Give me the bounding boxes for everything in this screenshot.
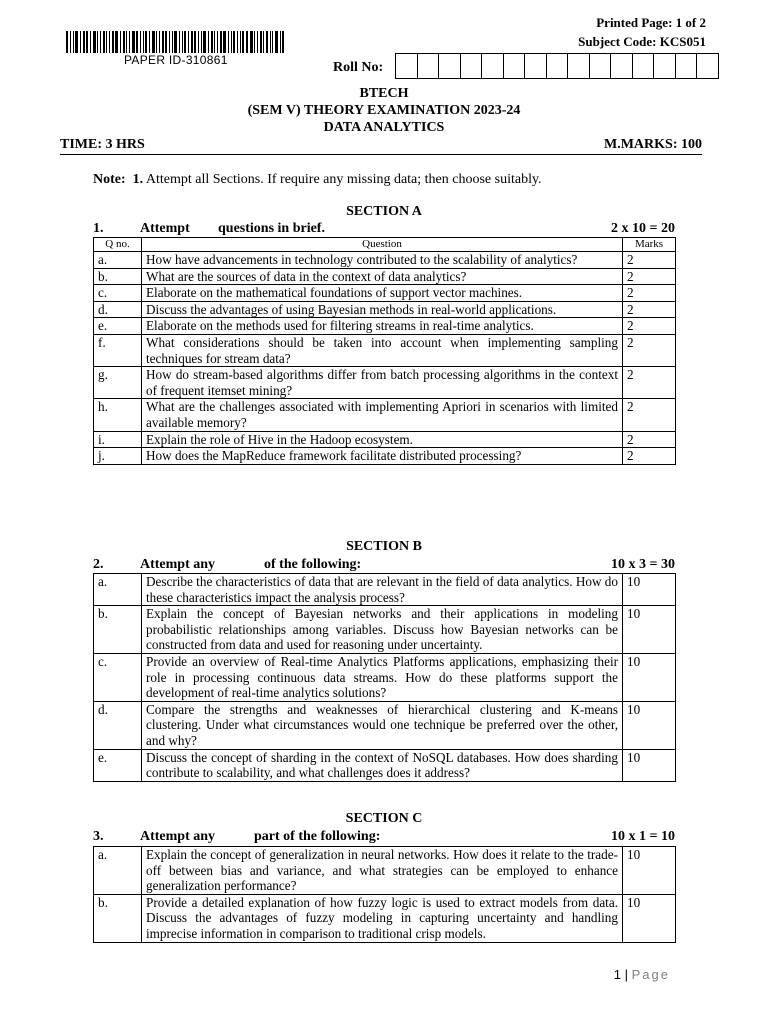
question-text: Discuss the advantages of using Bayesian methods in real-world applications. [142, 301, 623, 318]
question-text: Elaborate on the mathematical foundations of support vector machines. [142, 285, 623, 302]
question-number: j. [94, 448, 142, 465]
question-row [94, 749, 676, 781]
question-row [94, 367, 676, 399]
question-row [94, 847, 676, 895]
question-marks: 10 [623, 847, 676, 895]
section-b-table [93, 573, 676, 782]
question-row [94, 334, 676, 366]
question-text: What are the challenges associated with implementing Apriori in scenarios with limited available memory? [142, 399, 623, 431]
q-number: 1. [93, 221, 104, 236]
note [93, 172, 542, 188]
question-marks: 2 [623, 334, 676, 366]
footer-separator: | [624, 967, 628, 982]
time-marks-row [60, 137, 702, 155]
question-row [94, 252, 676, 269]
note-number: 1. [132, 172, 144, 187]
header-qno: Q no. [94, 238, 142, 252]
question-row [94, 701, 676, 749]
question-number: g. [94, 367, 142, 399]
roll-no-boxes [395, 53, 719, 79]
question-text: Explain the role of Hive in the Hadoop ecosystem. [142, 431, 623, 448]
question-marks: 2 [623, 448, 676, 465]
question-marks: 10 [623, 606, 676, 654]
question-marks: 10 [623, 894, 676, 942]
question-number: a. [94, 847, 142, 895]
question-text: Provide an overview of Real-time Analytics Platforms applications, emphasizing their role in processing continuous data streams. How do these platforms support the development of real-time analytics solutions? [142, 653, 623, 701]
question-marks: 2 [623, 399, 676, 431]
max-marks-label: M.MARKS: 100 [604, 137, 702, 152]
question-number: d. [94, 701, 142, 749]
roll-no-box [676, 54, 698, 78]
section-c-title: SECTION C [345, 811, 423, 826]
question-row [94, 431, 676, 448]
question-text: What are the sources of data in the context of data analytics? [142, 268, 623, 285]
section-b-title: SECTION B [346, 539, 422, 554]
section-c-table [93, 846, 676, 943]
roll-no-box [461, 54, 483, 78]
page-word: Page [631, 967, 670, 982]
note-text: Attempt all Sections. If require any missing data; then choose suitably. [145, 172, 542, 187]
question-number: c. [94, 653, 142, 701]
question-marks: 2 [623, 252, 676, 269]
roll-no-box [525, 54, 547, 78]
printed-page: Printed Page: 1 of 2 [596, 15, 706, 30]
roll-no-box [697, 54, 718, 78]
section-b-instruction: 2. Attempt any of the following: 10 x 3 = 30 [93, 557, 675, 572]
question-number: e. [94, 749, 142, 781]
question-text: How have advancements in technology contributed to the scalability of analytics? [142, 252, 623, 269]
marks-scheme: 10 x 3 = 30 [611, 557, 675, 572]
question-number: d. [94, 301, 142, 318]
exam-title: (SEM V) THEORY EXAMINATION 2023-24 [247, 103, 521, 118]
section-a-table [93, 237, 676, 465]
question-marks: 10 [623, 653, 676, 701]
question-number: b. [94, 894, 142, 942]
header-question: Question [142, 238, 623, 252]
question-text: Explain the concept of Bayesian networks and their applications in modeling probabilistic relationships among variables. Discuss how Bayesian networks can be constructed from data and used for reasoning under uncertainty. [142, 606, 623, 654]
question-text: Describe the characteristics of data that are relevant in the field of data analytics. How do these characteristics impact the analysis process? [142, 574, 623, 606]
question-row [94, 574, 676, 606]
paper-id: PAPER ID-310861 [124, 53, 228, 67]
page-number: 1 [613, 967, 621, 982]
roll-no-label: Roll No: [333, 60, 384, 75]
question-number: b. [94, 268, 142, 285]
question-text: Provide a detailed explanation of how fuzzy logic is used to extract models from data. Discuss the advantages of fuzzy modeling in capturing uncertainty and handling imprecise information in comparison to traditional crisp models. [142, 894, 623, 942]
question-marks: 2 [623, 367, 676, 399]
roll-no-box [504, 54, 526, 78]
question-row [94, 448, 676, 465]
subject-title: DATA ANALYTICS [323, 120, 445, 135]
roll-no-box [590, 54, 612, 78]
roll-no-box [547, 54, 569, 78]
question-number: a. [94, 252, 142, 269]
marks-scheme: 10 x 1 = 10 [611, 829, 675, 844]
question-text: How does the MapReduce framework facilitate distributed processing? [142, 448, 623, 465]
question-marks: 2 [623, 268, 676, 285]
section-a-title: SECTION A [346, 204, 422, 219]
question-marks: 10 [623, 701, 676, 749]
question-number: f. [94, 334, 142, 366]
question-marks: 2 [623, 318, 676, 335]
roll-no-box [568, 54, 590, 78]
question-row [94, 268, 676, 285]
page-footer [614, 967, 670, 982]
question-text: Discuss the concept of sharding in the context of NoSQL databases. How does sharding contribute to scalability, and what challenges does it address? [142, 749, 623, 781]
note-label: Note: [93, 172, 126, 187]
question-marks: 10 [623, 749, 676, 781]
question-number: h. [94, 399, 142, 431]
question-text: How do stream-based algorithms differ from batch processing algorithms in the context of frequent itemset mining? [142, 367, 623, 399]
roll-no-box [439, 54, 461, 78]
question-marks: 2 [623, 285, 676, 302]
roll-no-box [654, 54, 676, 78]
roll-no-box [633, 54, 655, 78]
question-number: c. [94, 285, 142, 302]
roll-no-box [482, 54, 504, 78]
question-number: e. [94, 318, 142, 335]
question-marks: 2 [623, 301, 676, 318]
question-row [94, 285, 676, 302]
program-title: BTECH [359, 86, 409, 101]
roll-no-box [611, 54, 633, 78]
q-number: 2. [93, 557, 104, 572]
question-text: What considerations should be taken into account when implementing sampling techniques for stream data? [142, 334, 623, 366]
question-text: Explain the concept of generalization in neural networks. How does it relate to the trade-off between bias and variance, and what strategies can be employed to enhance generalization performance? [142, 847, 623, 895]
question-row [94, 606, 676, 654]
question-row [94, 318, 676, 335]
question-row [94, 399, 676, 431]
question-row [94, 653, 676, 701]
roll-no-box [418, 54, 440, 78]
question-row [94, 301, 676, 318]
question-text: Compare the strengths and weaknesses of hierarchical clustering and K-means clustering. Under what circumstances would one technique be preferred over the other, and why? [142, 701, 623, 749]
subject-code: Subject Code: KCS051 [578, 34, 706, 49]
question-number: i. [94, 431, 142, 448]
barcode [66, 31, 296, 53]
header-marks: Marks [623, 238, 676, 252]
section-a-instruction: 1. Attempt questions in brief. 2 x 10 = 20 [93, 221, 675, 236]
time-label: TIME: 3 HRS [60, 137, 145, 152]
question-marks: 10 [623, 574, 676, 606]
question-marks: 2 [623, 431, 676, 448]
question-text: Elaborate on the methods used for filtering streams in real-time analytics. [142, 318, 623, 335]
question-row [94, 894, 676, 942]
marks-scheme: 2 x 10 = 20 [611, 221, 675, 236]
question-number: a. [94, 574, 142, 606]
q-number: 3. [93, 829, 104, 844]
roll-no-box [396, 54, 418, 78]
question-number: b. [94, 606, 142, 654]
section-c-instruction: 3. Attempt any part of the following: 10 x 1 = 10 [93, 829, 675, 844]
